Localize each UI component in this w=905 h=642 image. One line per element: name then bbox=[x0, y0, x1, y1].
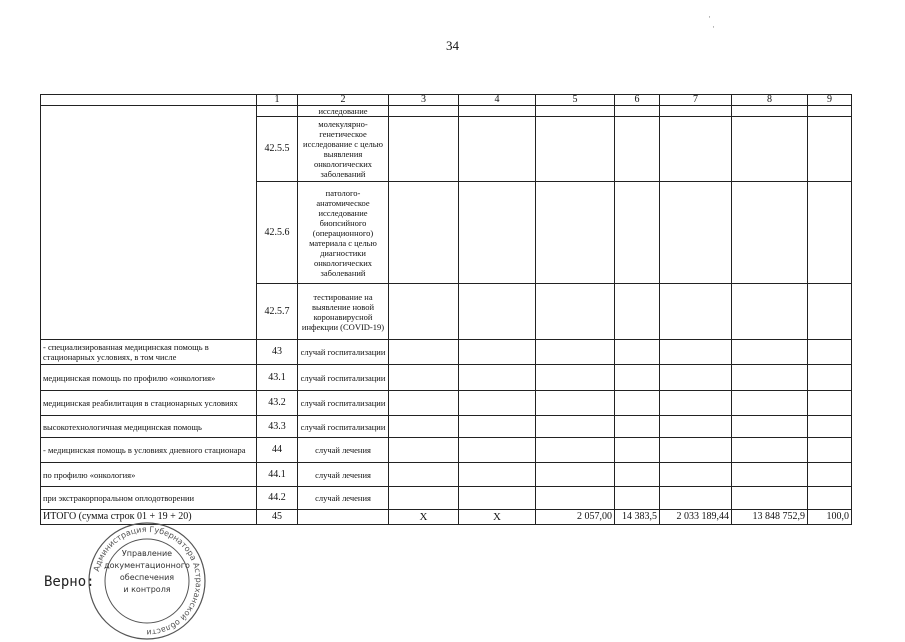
header-cell: 5 bbox=[536, 95, 615, 106]
total-col5: 2 057,00 bbox=[536, 510, 615, 525]
data-table bbox=[40, 94, 852, 525]
total-unit bbox=[298, 510, 389, 525]
cell-col3 bbox=[389, 463, 459, 487]
total-col3: X bbox=[389, 510, 459, 525]
cell-col6 bbox=[615, 391, 660, 416]
cell-col5 bbox=[536, 340, 615, 365]
cell-col7 bbox=[660, 117, 732, 182]
header-cell: 4 bbox=[459, 95, 536, 106]
scan-speck: · bbox=[708, 12, 711, 22]
stamp-center-text bbox=[101, 548, 193, 596]
stamp-line: Управление bbox=[121, 549, 173, 558]
header-cell: 6 bbox=[615, 95, 660, 106]
row-unit: исследование bbox=[298, 106, 389, 117]
cell-col6 bbox=[615, 487, 660, 510]
cell-col5 bbox=[536, 182, 615, 284]
cell-col7 bbox=[660, 182, 732, 284]
cell-col8 bbox=[732, 182, 808, 284]
row-code: 44.2 bbox=[257, 487, 298, 510]
cell-col3 bbox=[389, 117, 459, 182]
cell-col6 bbox=[615, 365, 660, 391]
cell-col4 bbox=[459, 487, 536, 510]
total-col9: 100,0 bbox=[808, 510, 852, 525]
cell-col8 bbox=[732, 463, 808, 487]
cell-col9 bbox=[808, 340, 852, 365]
row-code: 42.5.5 bbox=[257, 117, 298, 182]
row-label: по профилю «онкология» bbox=[41, 463, 257, 487]
row-label: при экстракорпоральном оплодотворении bbox=[41, 487, 257, 510]
header-cell: 9 bbox=[808, 95, 852, 106]
cell-col5 bbox=[536, 463, 615, 487]
row-unit: случай госпитализации bbox=[298, 416, 389, 438]
cell-col5 bbox=[536, 284, 615, 340]
cell-col8 bbox=[732, 106, 808, 117]
cell-col3 bbox=[389, 391, 459, 416]
cell-col9 bbox=[808, 416, 852, 438]
stamp-ring-text: Администрация Губернатора Астраханской области bbox=[91, 524, 204, 638]
cell-col4 bbox=[459, 117, 536, 182]
table-row bbox=[41, 438, 852, 463]
row-label: медицинская реабилитация в стационарных условиях bbox=[41, 391, 257, 416]
cell-col7 bbox=[660, 416, 732, 438]
cell-col6 bbox=[615, 117, 660, 182]
row-label: медицинская помощь по профилю «онкология» bbox=[41, 365, 257, 391]
verno-signature-label: Верно: bbox=[44, 574, 95, 590]
cell-col3 bbox=[389, 284, 459, 340]
table-row bbox=[41, 340, 852, 365]
header-cell: 1 bbox=[257, 95, 298, 106]
cell-col4 bbox=[459, 391, 536, 416]
table-row bbox=[41, 487, 852, 510]
cell-col4 bbox=[459, 438, 536, 463]
row-code: 43.3 bbox=[257, 416, 298, 438]
row-unit: тестирование на выявление новой коронавирусной инфекции (COVID-19) bbox=[298, 284, 389, 340]
cell-col6 bbox=[615, 340, 660, 365]
row-unit: молекулярно-генетическое исследование с целью выявления онкологических заболеваний bbox=[298, 117, 389, 182]
row-unit: случай госпитализации bbox=[298, 340, 389, 365]
table-row bbox=[41, 106, 852, 117]
cell-col5 bbox=[536, 487, 615, 510]
cell-col9 bbox=[808, 182, 852, 284]
cell-col3 bbox=[389, 438, 459, 463]
stamp-line: документационного bbox=[104, 561, 190, 570]
header-cell: 2 bbox=[298, 95, 389, 106]
total-col7: 2 033 189,44 bbox=[660, 510, 732, 525]
cell-col5 bbox=[536, 117, 615, 182]
row-unit: случай госпитализации bbox=[298, 391, 389, 416]
row-unit: патолого-анатомическое исследование биопсийного (операционного) материала с целью диагностики онкологических заболеваний bbox=[298, 182, 389, 284]
row-unit: случай госпитализации bbox=[298, 365, 389, 391]
column-number-row bbox=[41, 95, 852, 106]
cell-col4 bbox=[459, 416, 536, 438]
row-code: 43 bbox=[257, 340, 298, 365]
header-cell: 3 bbox=[389, 95, 459, 106]
cell-col9 bbox=[808, 487, 852, 510]
row-code: 43.2 bbox=[257, 391, 298, 416]
cell-col4 bbox=[459, 106, 536, 117]
total-label: ИТОГО (сумма строк 01 + 19 + 20) bbox=[41, 510, 257, 525]
cell-col5 bbox=[536, 365, 615, 391]
page-number: 34 bbox=[446, 38, 459, 53]
table-row bbox=[41, 463, 852, 487]
cell-col8 bbox=[732, 487, 808, 510]
header-cell: 8 bbox=[732, 95, 808, 106]
stamp-line: и контроля bbox=[123, 585, 171, 594]
cell-col6 bbox=[615, 438, 660, 463]
cell-col8 bbox=[732, 340, 808, 365]
row-unit: случай лечения bbox=[298, 487, 389, 510]
cell-col5 bbox=[536, 416, 615, 438]
cell-col3 bbox=[389, 106, 459, 117]
cell-col4 bbox=[459, 463, 536, 487]
cell-col9 bbox=[808, 284, 852, 340]
row-code: 44.1 bbox=[257, 463, 298, 487]
cell-col6 bbox=[615, 463, 660, 487]
cell-col9 bbox=[808, 391, 852, 416]
row-code: 42.5.7 bbox=[257, 284, 298, 340]
cell-col3 bbox=[389, 182, 459, 284]
row-label bbox=[41, 106, 257, 340]
cell-col6 bbox=[615, 284, 660, 340]
table-row bbox=[41, 365, 852, 391]
cell-col4 bbox=[459, 182, 536, 284]
cell-col6 bbox=[615, 182, 660, 284]
cell-col3 bbox=[389, 416, 459, 438]
table-row bbox=[41, 391, 852, 416]
cell-col4 bbox=[459, 340, 536, 365]
cell-col7 bbox=[660, 487, 732, 510]
cell-col6 bbox=[615, 106, 660, 117]
row-code: 43.1 bbox=[257, 365, 298, 391]
cell-col7 bbox=[660, 284, 732, 340]
cell-col9 bbox=[808, 365, 852, 391]
row-unit: случай лечения bbox=[298, 438, 389, 463]
cell-col3 bbox=[389, 487, 459, 510]
total-col4: X bbox=[459, 510, 536, 525]
cell-col8 bbox=[732, 365, 808, 391]
total-col8: 13 848 752,9 bbox=[732, 510, 808, 525]
row-label: высокотехнологичная медицинская помощь bbox=[41, 416, 257, 438]
cell-col9 bbox=[808, 117, 852, 182]
row-label: - специализированная медицинская помощь в стационарных условиях, в том числе bbox=[41, 340, 257, 365]
cell-col9 bbox=[808, 106, 852, 117]
stamp-line: обеспечения bbox=[119, 573, 175, 582]
cell-col7 bbox=[660, 463, 732, 487]
row-code: 44 bbox=[257, 438, 298, 463]
cell-col8 bbox=[732, 284, 808, 340]
total-code: 45 bbox=[257, 510, 298, 525]
cell-col8 bbox=[732, 391, 808, 416]
cell-col3 bbox=[389, 365, 459, 391]
total-col6: 14 383,5 bbox=[615, 510, 660, 525]
cell-col5 bbox=[536, 106, 615, 117]
scan-speck: · bbox=[712, 22, 715, 32]
cell-col7 bbox=[660, 106, 732, 117]
cell-col5 bbox=[536, 391, 615, 416]
header-cell bbox=[41, 95, 257, 106]
cell-col8 bbox=[732, 416, 808, 438]
row-label: - медицинская помощь в условиях дневного стационара bbox=[41, 438, 257, 463]
cell-col4 bbox=[459, 365, 536, 391]
table-row bbox=[41, 416, 852, 438]
row-unit: случай лечения bbox=[298, 463, 389, 487]
cell-col6 bbox=[615, 416, 660, 438]
row-code: 42.5.6 bbox=[257, 182, 298, 284]
cell-col7 bbox=[660, 391, 732, 416]
cell-col3 bbox=[389, 340, 459, 365]
row-code bbox=[257, 106, 298, 117]
cell-col7 bbox=[660, 340, 732, 365]
cell-col8 bbox=[732, 438, 808, 463]
cell-col9 bbox=[808, 463, 852, 487]
cell-col4 bbox=[459, 284, 536, 340]
cell-col5 bbox=[536, 438, 615, 463]
cell-col7 bbox=[660, 438, 732, 463]
cell-col9 bbox=[808, 438, 852, 463]
cell-col7 bbox=[660, 365, 732, 391]
header-cell: 7 bbox=[660, 95, 732, 106]
cell-col8 bbox=[732, 117, 808, 182]
